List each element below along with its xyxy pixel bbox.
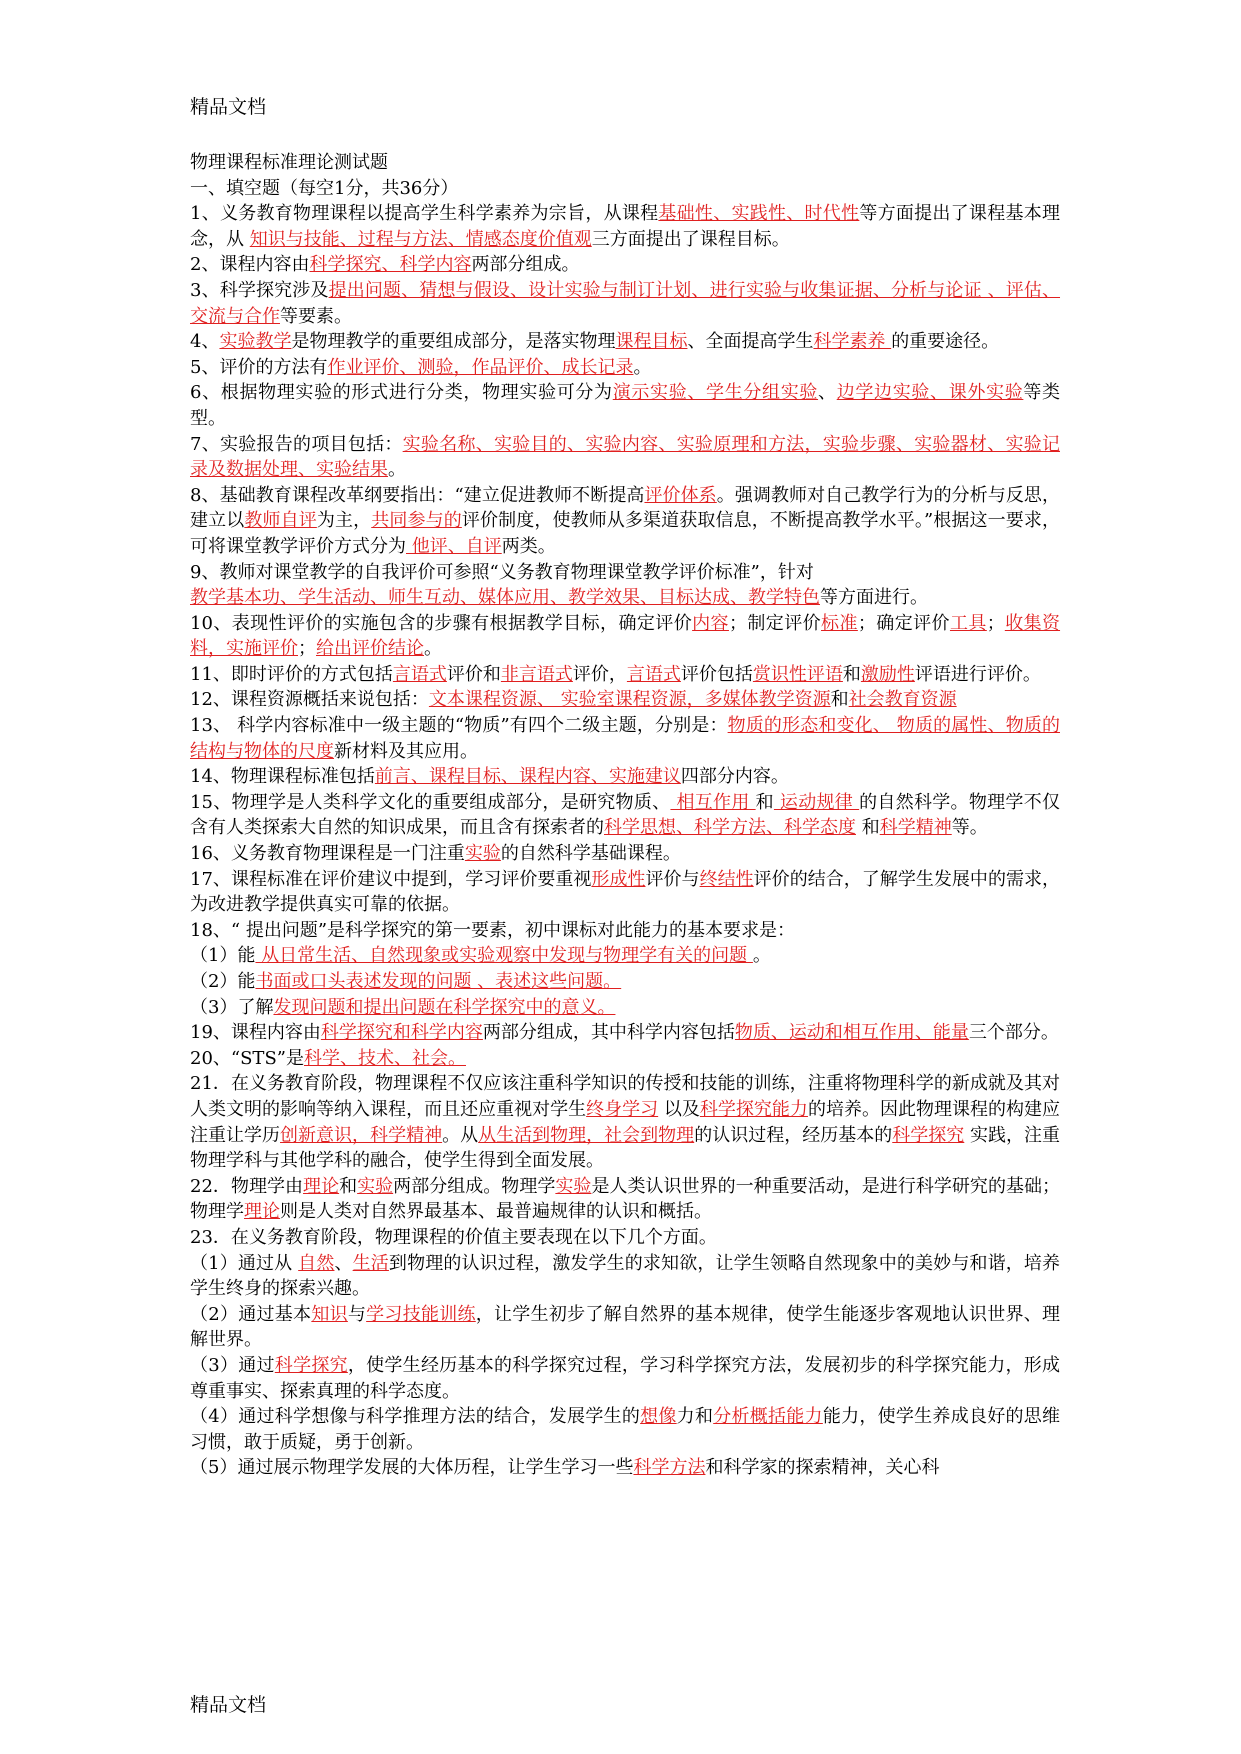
question-text: 以及 [658,1098,700,1120]
question-text: 评价与 [645,868,700,890]
answer-text: 言语式 [626,663,681,685]
paragraph [190,329,1060,355]
paragraph [190,483,1060,560]
question-text: 18、“ 提出问题”是科学探究的第一要素，初中课标对此能力的基本要求是： [190,919,796,941]
answer-text: 终结性 [699,868,754,890]
question-text: ； [986,612,1005,634]
question-text: 为主， [316,510,372,532]
answer-text: 科学探究和科学内容 [320,1022,483,1044]
answer-text: 从生活到物理，社会到物理 [478,1124,695,1146]
question-text: 力和 [676,1406,714,1428]
paragraph [190,1174,1060,1225]
question-text: 13、 科学内容标准中一级主题的“物质”有四个二级主题，分别是： [190,715,728,737]
answer-text: 激励性 [860,663,915,685]
question-text: （2）能 [190,971,256,992]
question-text: 和 [339,1175,358,1197]
paragraph [190,1071,1060,1173]
paragraph [190,1302,1060,1353]
question-text: 评价和 [446,663,501,685]
answer-text: 工具 [949,612,987,634]
question-text: 6、根据物理实验的形式进行分类，物理实验可分为 [190,382,613,404]
answer-text: 科学探究能力 [699,1098,808,1120]
paragraph [190,713,1060,764]
question-text: 9、教师对课堂教学的自我评价可参照“义务教育物理课堂教学评价标准”，针对 [190,561,814,583]
paragraph [190,790,1060,841]
answer-text: 教师自评 [244,510,317,532]
answer-text: 学习技能训练 [366,1303,476,1325]
answer-text: 物质、运动和相互作用、能量 [734,1022,969,1044]
paragraph [190,1225,1060,1251]
question-text: 15、物理学是人类科学文化的重要组成部分，是研究物质、 [190,791,671,813]
question-text: （4）通过科学想像与科学推理方法的结合，发展学生的 [190,1406,641,1428]
question-text: 、 [334,1252,353,1274]
paragraph [190,1046,1060,1072]
paragraph [190,201,1060,252]
question-text: ；制定评价 [728,612,822,634]
paragraph [190,969,1060,995]
question-text: 19、课程内容由 [190,1022,321,1044]
question-text: 10、表现性评价的实施包含的步骤有根据教学目标，确定评价 [190,612,693,634]
paragraph [190,764,1060,790]
answer-text: 实验 [464,843,501,865]
question-text: 17、课程标准在评价建议中提到，学习评价要重视 [190,868,592,890]
question-text: ，使学生经历基本的科学探究过程，学习科学探究方法，发展初步的科学探究能力，形成尊重事实、探索真理的科学态度。 [190,1354,1061,1402]
answer-text: 从日常生活、自然现象或实验观察中发现与物理学有关的问题 [255,945,753,967]
question-text: （3）通过 [190,1354,275,1376]
question-text: ；确定评价 [857,612,950,634]
paragraph [190,841,1060,867]
answer-text: 书面或口头表述发现的问题 、表述这些问题。 [255,971,622,992]
question-text: 等类型。 [190,382,1061,429]
question-text: 。强调教师对自己教学行为的分析与反思，建立以 [190,484,1061,532]
question-text: 的自然科学基础课程。 [500,843,681,865]
question-text: 两部分组成，其中科学内容包括 [482,1022,735,1044]
answer-text: 知识与技能、过程与方法、情感态度价值观 [249,228,592,250]
answer-text: 科学、技术、社会。 [303,1047,466,1069]
question-text: 一、填空题（每空1分，共36分） [190,177,459,199]
paragraph [190,252,1060,278]
paragraph [190,611,1060,662]
question-text: （1）通过从 [190,1252,299,1274]
answer-text: 科学探究、科学内容 [309,254,472,276]
question-text: 1、义务教育物理课程以提高学生科学素养为宗旨，从课程 [190,203,659,225]
question-text: ，让学生初步了解自然界的基本规律，使学生能逐步客观地认识世界、理解世界。 [190,1303,1061,1351]
answer-text: 形成性 [591,868,646,890]
answer-text: 共同参与的 [371,510,462,532]
question-text: 两部分组成。物理学 [393,1175,556,1197]
answer-text: 相互作用 [670,791,756,813]
question-text: （5）通过展示物理学发展的大体历程，让学生学习一些 [190,1457,634,1479]
question-text: 和科学家的探索精神，关心科 [705,1457,940,1479]
question-text: 。 [633,356,652,378]
question-text: 等方面进行。 [820,587,928,609]
question-text: 两类。 [501,535,556,557]
answer-text: 给出评价结论 [316,638,424,660]
answer-text: 理论 [303,1175,340,1197]
answer-text: 生活 [352,1252,389,1274]
question-text: 物理课程标准理论测试题 [190,152,388,173]
question-text: （2）通过基本 [190,1303,312,1325]
answer-text: 科学素养 [813,331,892,353]
question-text: 和 [830,689,849,711]
question-text: 的认识过程，经历基本的 [694,1124,893,1146]
question-text: 能力，使学生养成良好的思维习惯，敢于质疑，勇于创新。 [190,1406,1061,1453]
answer-text: 演示实验、学生分组实验 [612,382,819,404]
question-text: 评价制度，使教师从多渠道获取信息，不断提高教学水平。”根据这一要求，可将课堂教学评价方式分为 [190,510,1061,557]
question-text: 7、实验报告的项目包括： [190,433,403,455]
answer-text: 物质的形态和变化、 物质的属性、物质的结构与物体的尺度 [190,715,1060,762]
answer-text: 作业评价、测验，作品评价、成长记录 [327,356,634,378]
page-header: 精品文档 [190,96,267,118]
question-text: 等要素。 [280,305,352,327]
paragraph [190,867,1060,918]
paragraph [190,687,1060,713]
answer-text: 发现问题和提出问题在科学探究中的意义。 [273,996,616,1018]
question-text: 两部分组成。 [471,254,580,276]
question-text: 评价包括 [680,663,753,685]
question-text: 是人类认识世界的一种重要活动，是进行科学研究的基础；物理学 [190,1175,1061,1223]
answer-text: 实验教学 [219,331,292,353]
answer-text: 科学思想、科学方法、科学态度 [604,817,856,839]
question-text: 2、课程内容由 [190,254,310,276]
question-text: 。从 [442,1124,479,1146]
question-text: 三方面提出了课程目标。 [591,228,790,250]
question-text: 23．在义务教育阶段，物理课程的价值主要表现在以下几个方面。 [190,1226,717,1248]
answer-text: 终身学习 [586,1098,659,1120]
paragraph [190,585,1060,611]
question-text: 21．在义务教育阶段，物理课程不仅应该注重科学知识的传授和技能的训练，注重将物理科学的新成就及其对人类文明的影响等纳入课程，而且还应重视对学生 [190,1073,1060,1120]
question-text: 等方面提出了课程基本理念，从 [190,203,1060,250]
answer-text: 实验名称、实验目的、实验内容、实验原理和方法，实验步骤、实验器材、实验记录及数据处理、实验结果 [190,433,1060,481]
question-text: 和 [856,817,880,839]
question-text: 11、即时评价的方式包括 [190,663,393,685]
answer-text: 科学探究 [892,1124,965,1146]
question-text: 4、 [190,331,220,353]
document-body [190,150,1060,1481]
question-text: 的重要途径。 [891,331,1000,353]
question-text: 和 [842,663,861,685]
paragraph [190,278,1060,329]
question-text: 实践，注重物理学科与其他学科的融合，使学生得到全面发展。 [190,1124,1061,1172]
answer-text: 教学基本功、学生活动、师生互动、媒体应用、教学效果、目标达成、教学特色 [190,587,820,609]
question-text: 四部分内容。 [680,766,789,788]
question-text: 的自然科学。物理学不仅含有人类探索大自然的知识成果，而且含有探索者的 [190,791,1061,839]
paragraph [190,176,1060,202]
question-text: 评价的结合，了解学生发展中的需求，为改进教学提供真实可靠的依据。 [190,868,1061,916]
answer-text: 非言语式 [500,663,573,685]
answer-text: 想像 [640,1406,677,1428]
paragraph [190,995,1060,1021]
answer-text: 社会教育资源 [848,689,957,711]
question-text: 20、“STS”是 [190,1047,304,1069]
paragraph [190,432,1060,483]
answer-text: 运动规律 [773,791,860,813]
answer-text: 实验 [357,1175,394,1197]
paragraph [190,1020,1060,1046]
paragraph [190,918,1060,944]
answer-text: 实验 [555,1175,592,1197]
answer-text: 赏识性评语 [752,663,843,685]
question-text: （3）了解 [190,996,274,1018]
answer-text: 文本课程资源、 实验室课程资源，多媒体教学资源 [428,689,831,711]
question-text: 22．物理学由 [190,1175,304,1197]
question-text: 和 [755,791,774,813]
paragraph [190,1353,1060,1404]
question-text: 5、评价的方法有 [190,356,328,378]
page-footer: 精品文档 [190,1694,267,1716]
question-text: ； [298,638,316,660]
question-text: （1）能 [190,945,256,967]
paragraph [190,355,1060,381]
paragraph [190,662,1060,688]
paragraph [190,560,1060,586]
answer-text: 创新意识，科学精神 [280,1124,443,1146]
answer-text: 知识 [311,1303,348,1325]
question-text: 、全面提高学生 [687,331,814,353]
question-text: 、 [818,382,837,404]
question-text: 评价， [572,663,627,685]
answer-text: 科学精神 [879,817,952,839]
answer-text: 边学边实验、课外实验 [836,382,1024,404]
question-text: 3、科学探究涉及 [190,279,329,301]
answer-text: 理论 [244,1201,280,1223]
answer-text: 基础性、实践性、时代性 [658,203,860,225]
answer-text: 分析概括能力 [713,1406,823,1428]
paragraph [190,380,1060,431]
answer-text: 评价体系 [644,484,717,506]
paragraph [190,150,1060,176]
answer-text: 标准 [821,612,858,634]
question-text: 等。 [951,817,988,839]
question-text: 8、基础教育课程改革纲要指出：“建立促进教师不断提高 [190,484,645,506]
question-text: 的培养。因此物理课程的构建应注重让学历 [190,1098,1061,1146]
question-text: 到物理的认识过程，激发学生的求知欲，让学生领略自然现象中的美妙与和谐，培养学生终身的探索兴趣。 [190,1252,1061,1300]
question-text: 与 [347,1303,367,1325]
answer-text: 科学方法 [633,1457,706,1479]
question-text: 评语进行评价。 [914,663,1041,685]
question-text: 14、物理课程标准包括 [190,766,375,788]
answer-text: 他评、自评 [406,535,502,557]
question-text: 。 [424,638,442,660]
answer-text: 言语式 [392,663,447,685]
question-text: 则是人类对自然界最基本、最普遍规律的认识和概括。 [280,1201,712,1223]
question-text: 是物理教学的重要组成部分，是落实物理 [291,331,616,353]
answer-text: 内容 [692,612,729,634]
question-text: 新材料及其应用。 [334,740,478,762]
question-text: 三个部分。 [968,1022,1059,1044]
question-text: 。 [388,459,406,481]
answer-text: 课程目标 [615,331,688,353]
paragraph [190,1251,1060,1302]
answer-text: 前言、课程目标、课程内容、实施建议 [374,766,681,788]
answer-text: 自然 [298,1252,335,1274]
paragraph [190,943,1060,969]
answer-text: 科学探究 [274,1354,348,1376]
paragraph [190,1404,1060,1455]
paragraph [190,1455,1060,1481]
answer-text: 提出问题、猜想与假设、设计实验与制订计划、进行实验与收集证据、分析与论证 、评估、交流与合作 [190,279,1061,327]
question-text: 12、课程资源概括来说包括： [190,689,429,711]
answer-text: 收集资料，实施评价 [190,612,1061,660]
question-text: 。 [752,945,771,967]
question-text: 16、义务教育物理课程是一门注重 [190,843,465,865]
